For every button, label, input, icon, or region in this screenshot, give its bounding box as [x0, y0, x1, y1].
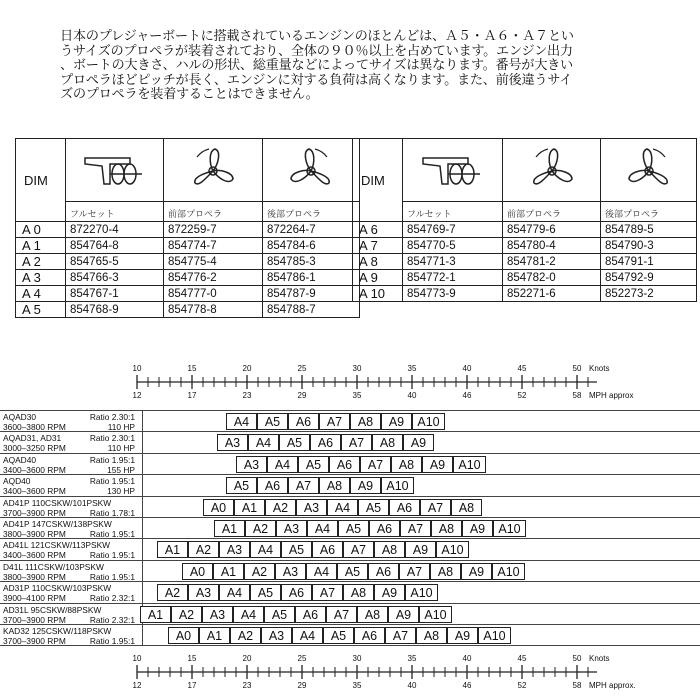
engine-rpm: 3700–3900 RPM	[3, 507, 66, 518]
full-set-part: 854771-3	[403, 254, 503, 270]
engine-model: AQAD31, AD31	[3, 433, 62, 444]
propeller-size-cell: A7	[385, 627, 416, 644]
dim-code: A 4	[16, 286, 66, 302]
row-divider	[142, 411, 143, 432]
propeller-size-cell: A1	[140, 606, 171, 623]
mph-unit-label: MPH approx.	[589, 681, 636, 690]
propeller-size-cell: A6	[389, 499, 420, 516]
table-row	[353, 286, 697, 302]
engine-rpm: 3900–4100 RPM	[3, 593, 66, 604]
propeller-size-cell: A4	[250, 541, 281, 558]
rear-part: 854790-3	[601, 238, 697, 254]
engine-rpm: 3400–3600 RPM	[3, 486, 66, 497]
rear-part: 854784-6	[263, 238, 360, 254]
knots-unit-label: Knots	[589, 654, 610, 663]
propeller-size-cell: A4	[327, 499, 358, 516]
propeller-size-cell: A3	[276, 520, 307, 537]
propeller-size-cell: A2	[265, 499, 296, 516]
propeller-size-cell: A7	[319, 413, 350, 430]
knots-tick-label: 30	[352, 364, 362, 373]
propeller-size-cell: A1	[157, 541, 188, 558]
intro-line: プロペラほどピッチが長く、エンジンに対する負荷は高くなります。また、前後違うサイ	[60, 72, 573, 88]
front-part: 854774-7	[164, 238, 263, 254]
rear-propeller-image	[601, 139, 697, 202]
mph-tick-label: 12	[132, 391, 142, 400]
engine-model: AQAD30	[3, 412, 37, 422]
engine-rpm: 3400–3600 RPM	[3, 550, 66, 561]
propeller-size-cell: A10	[478, 627, 511, 644]
engine-row	[0, 581, 700, 603]
propeller-size-cell: A9	[381, 413, 412, 430]
full-set-part: 854772-1	[403, 270, 503, 286]
propeller-size-cell: A5	[226, 477, 257, 494]
propeller-size-cell: A6	[368, 563, 399, 580]
engine-ratio: Ratio 2.30:1	[89, 433, 135, 444]
rear-part: 854792-9	[601, 270, 697, 286]
propeller-size-cell: A5	[281, 541, 312, 558]
caption-full-set: フルセット	[403, 202, 503, 222]
propeller-size-cell: A5	[250, 584, 281, 601]
engine-spec: 110 HP	[107, 443, 135, 454]
propeller-size-cell: A2	[157, 584, 188, 601]
knots-tick-label: 50	[572, 364, 582, 373]
mph-tick-label: 23	[242, 681, 252, 690]
knots-tick-label: 15	[187, 364, 197, 373]
engine-spec: 110 HP	[107, 422, 135, 432]
mph-tick-label: 46	[462, 681, 472, 690]
propeller-size-cell: A10	[412, 413, 445, 430]
engine-row	[0, 410, 700, 432]
intro-line: 、ボートの大きさ、ハルの形状、総重量などによってサイズは異なります。番号が大きい	[60, 58, 573, 73]
propeller-size-cell: A8	[430, 563, 461, 580]
intro-paragraph	[60, 30, 660, 103]
table-row	[353, 254, 697, 270]
propeller-size-cell: A5	[264, 606, 295, 623]
knots-unit-label: Knots	[589, 364, 610, 373]
front-part: 854775-4	[164, 254, 263, 270]
propeller-size-cell: A4	[307, 520, 338, 537]
knots-tick-label: 25	[297, 654, 307, 663]
engine-label	[3, 562, 138, 582]
engine-model: AQAD40	[3, 454, 37, 465]
full-set-part: 872270-4	[66, 222, 164, 238]
engine-row	[0, 538, 700, 560]
row-divider	[142, 561, 143, 582]
engine-rpm: 3700–3900 RPM	[3, 614, 66, 625]
propeller-size-cell: A4	[292, 627, 323, 644]
table-row	[16, 270, 360, 286]
propeller-size-cell: A6	[312, 541, 343, 558]
front-part: 854779-6	[503, 222, 601, 238]
propeller-size-cell: A8	[431, 520, 462, 537]
engine-spec: Ratio 2.32:1	[89, 614, 135, 625]
front-part: 854777-0	[164, 286, 263, 302]
mph-tick-label: 17	[187, 681, 197, 690]
engine-model: AD41L 121CSKW/113PSKW	[3, 540, 111, 551]
dim-code: A 8	[353, 254, 403, 270]
engine-ratio: Ratio 2.30:1	[89, 412, 135, 422]
knots-tick-label: 10	[132, 654, 142, 663]
rear-part: 854785-3	[263, 254, 360, 270]
mph-tick-label: 35	[352, 681, 362, 690]
engine-spec: Ratio 1.95:1	[89, 529, 135, 539]
row-divider	[142, 582, 143, 603]
table-row	[16, 254, 360, 270]
rear-propeller-image	[263, 139, 360, 202]
propeller-size-cell: A5	[298, 456, 329, 473]
engine-rpm: 3800–3900 RPM	[3, 571, 66, 582]
propeller-size-cell: A8	[319, 477, 350, 494]
knots-tick-label: 35	[407, 364, 417, 373]
intro-line: ズのプロペラを装着することはできません。	[60, 87, 319, 102]
engine-label	[3, 476, 138, 496]
propeller-size-cell: A7	[312, 584, 343, 601]
propeller-size-cell: A3	[296, 499, 327, 516]
propeller-size-cell: A9	[461, 563, 492, 580]
rear-part: 854789-5	[601, 222, 697, 238]
mph-tick-label: 17	[187, 391, 197, 400]
engine-row	[0, 560, 700, 582]
front-part: 854781-2	[503, 254, 601, 270]
engine-label	[3, 519, 138, 539]
dim-code: A 5	[16, 302, 66, 318]
engine-rpm: 3400–3600 RPM	[3, 464, 66, 475]
table-row	[353, 270, 697, 286]
propeller-size-cell: A5	[279, 434, 310, 451]
knots-tick-label: 20	[242, 364, 252, 373]
propeller-size-cell: A0	[203, 499, 234, 516]
duoprop-set-image	[403, 139, 503, 202]
part-number-table-right	[352, 138, 697, 302]
full-set-part: 854766-3	[66, 270, 164, 286]
mph-tick-label: 35	[352, 391, 362, 400]
propeller-size-cell: A5	[338, 520, 369, 537]
engine-rpm: 3700–3900 RPM	[3, 636, 66, 646]
caption-front: 前部プロペラ	[164, 202, 263, 222]
propeller-size-cell: A7	[341, 434, 372, 451]
front-part: 872259-7	[164, 222, 263, 238]
propeller-size-cell: A3	[261, 627, 292, 644]
propeller-size-cell: A2	[230, 627, 261, 644]
dim-code: A 7	[353, 238, 403, 254]
propeller-size-cell: A6	[257, 477, 288, 494]
knots-tick-label: 25	[297, 364, 307, 373]
propeller-size-cell: A9	[374, 584, 405, 601]
propeller-size-cell: A6	[369, 520, 400, 537]
dim-code: A 3	[16, 270, 66, 286]
propeller-size-cell: A10	[453, 456, 486, 473]
front-part: 854776-2	[164, 270, 263, 286]
engine-label	[3, 626, 138, 646]
front-propeller-image	[164, 139, 263, 202]
engine-model: AD41P 147CSKW/138PSKW	[3, 519, 112, 529]
chart-bottom-border	[0, 645, 700, 646]
duoprop-set-image	[66, 139, 164, 202]
engine-row	[0, 603, 700, 625]
engine-row	[0, 517, 700, 539]
speed-scale-top	[0, 362, 700, 408]
engine-label	[3, 433, 138, 453]
engine-spec: Ratio 1.95:1	[89, 636, 135, 646]
front-part: 852271-6	[503, 286, 601, 302]
caption-full-set: フルセット	[66, 202, 164, 222]
rear-part: 854791-1	[601, 254, 697, 270]
propeller-size-cell: A3	[219, 541, 250, 558]
full-set-part: 854769-7	[403, 222, 503, 238]
front-part: 854778-8	[164, 302, 263, 318]
knots-tick-label: 10	[132, 364, 142, 373]
mph-tick-label: 52	[517, 681, 527, 690]
mph-tick-label: 58	[572, 681, 582, 690]
part-number-table-left	[15, 138, 360, 318]
engine-spec: Ratio 2.32:1	[89, 593, 135, 604]
caption-front: 前部プロペラ	[503, 202, 601, 222]
mph-unit-label: MPH approx	[589, 391, 634, 400]
propeller-size-cell: A9	[388, 606, 419, 623]
propeller-size-cell: A6	[354, 627, 385, 644]
propeller-size-cell: A9	[447, 627, 478, 644]
knots-tick-label: 45	[517, 364, 527, 373]
propeller-size-cell: A7	[326, 606, 357, 623]
knots-tick-label: 40	[462, 654, 472, 663]
engine-model: AQD40	[3, 476, 31, 487]
full-set-part: 854767-1	[66, 286, 164, 302]
propeller-size-cell: A5	[358, 499, 389, 516]
propeller-size-cell: A1	[213, 563, 244, 580]
propeller-size-cell: A2	[188, 541, 219, 558]
row-divider	[142, 497, 143, 518]
propeller-size-cell: A5	[337, 563, 368, 580]
propeller-size-cell: A1	[234, 499, 265, 516]
row-divider	[142, 432, 143, 453]
row-divider	[142, 539, 143, 560]
knots-tick-label: 20	[242, 654, 252, 663]
engine-label	[3, 605, 138, 625]
propeller-size-cell: A8	[372, 434, 403, 451]
propeller-size-cell: A4	[306, 563, 337, 580]
engine-rpm: 3800–3900 RPM	[3, 529, 66, 539]
table-row	[16, 222, 360, 238]
caption-rear: 後部プロペラ	[263, 202, 360, 222]
rear-part: 854788-7	[263, 302, 360, 318]
knots-tick-label: 50	[572, 654, 582, 663]
engine-model: AD41P 110CSKW/101PSKW	[3, 497, 112, 508]
propeller-size-cell: A7	[360, 456, 391, 473]
propeller-size-cell: A6	[295, 606, 326, 623]
propeller-size-cell: A4	[226, 413, 257, 430]
knots-tick-label: 30	[352, 654, 362, 663]
dim-code: A 6	[353, 222, 403, 238]
propeller-size-cell: A5	[257, 413, 288, 430]
propeller-size-cell: A8	[374, 541, 405, 558]
row-divider	[142, 625, 143, 646]
row-divider	[142, 475, 143, 496]
engine-label	[3, 498, 138, 518]
engine-row	[0, 431, 700, 453]
engine-rpm: 3000–3250 RPM	[3, 443, 66, 454]
dim-code: A 10	[353, 286, 403, 302]
engine-spec: 130 HP	[107, 486, 135, 497]
propeller-size-cell: A0	[182, 563, 213, 580]
intro-line: 日本のプレジャーボートに搭載されているエンジンのほとんどは、Ａ５・Ａ６・Ａ７とい	[60, 29, 574, 44]
propeller-size-cell: A8	[357, 606, 388, 623]
knots-tick-label: 40	[462, 364, 472, 373]
propeller-size-cell: A9	[350, 477, 381, 494]
propeller-size-cell: A4	[233, 606, 264, 623]
propeller-size-cell: A9	[403, 434, 434, 451]
engine-row	[0, 474, 700, 496]
propeller-size-cell: A9	[405, 541, 436, 558]
propeller-size-cell: A7	[399, 563, 430, 580]
mph-tick-label: 40	[407, 681, 417, 690]
caption-rear: 後部プロペラ	[601, 202, 697, 222]
full-set-part: 854765-5	[66, 254, 164, 270]
propeller-size-cell: A3	[202, 606, 233, 623]
engine-rpm: 3600–3800 RPM	[3, 422, 66, 432]
row-divider	[142, 518, 143, 539]
propeller-size-cell: A8	[350, 413, 381, 430]
rear-part: 852273-2	[601, 286, 697, 302]
propeller-size-cell: A8	[391, 456, 422, 473]
propeller-size-cell: A1	[214, 520, 245, 537]
mph-tick-label: 29	[297, 681, 307, 690]
engine-spec: Ratio 1.95:1	[89, 571, 135, 582]
propeller-size-cell: A9	[422, 456, 453, 473]
propeller-size-cell: A0	[168, 627, 199, 644]
engine-label	[3, 540, 138, 560]
propeller-size-cell: A10	[419, 606, 452, 623]
propeller-size-cell: A10	[436, 541, 469, 558]
propeller-size-cell: A3	[188, 584, 219, 601]
propeller-size-cell: A4	[267, 456, 298, 473]
propeller-size-cell: A7	[343, 541, 374, 558]
propeller-size-cell: A5	[323, 627, 354, 644]
dim-header: DIM	[16, 139, 66, 222]
propeller-size-cell: A8	[416, 627, 447, 644]
engine-model: AD31P 110CSKW/103PSKW	[3, 583, 112, 594]
mph-tick-label: 12	[132, 681, 142, 690]
engine-label	[3, 583, 138, 603]
propeller-size-cell: A2	[244, 563, 275, 580]
engine-label	[3, 455, 138, 475]
mph-tick-label: 23	[242, 391, 252, 400]
engine-spec: Ratio 1.95:1	[89, 550, 135, 561]
full-set-part: 854768-9	[66, 302, 164, 318]
dim-code: A 2	[16, 254, 66, 270]
mph-tick-label: 40	[407, 391, 417, 400]
engine-model: AD31L 95CSKW/88PSKW	[3, 604, 102, 615]
intro-line: うサイズのプロペラが装着されており、全体の９０％以上を占めています。エンジン出力	[60, 43, 573, 59]
dim-code: A 9	[353, 270, 403, 286]
propeller-size-cell: A6	[288, 413, 319, 430]
table-row	[353, 222, 697, 238]
propeller-size-cell: A8	[451, 499, 482, 516]
propeller-size-cell: A3	[217, 434, 248, 451]
front-part: 854782-0	[503, 270, 601, 286]
propeller-size-cell: A3	[236, 456, 267, 473]
dim-code: A 0	[16, 222, 66, 238]
engine-ratio: Ratio 1.95:1	[89, 454, 135, 465]
propeller-size-cell: A1	[199, 627, 230, 644]
knots-tick-label: 45	[517, 654, 527, 663]
propeller-size-cell: A2	[171, 606, 202, 623]
full-set-part: 854764-8	[66, 238, 164, 254]
propeller-size-cell: A7	[420, 499, 451, 516]
engine-spec: Ratio 1.78:1	[89, 507, 135, 518]
propeller-size-cell: A10	[493, 520, 526, 537]
engine-row	[0, 453, 700, 475]
full-set-part: 854770-5	[403, 238, 503, 254]
full-set-part: 854773-9	[403, 286, 503, 302]
propeller-size-cell: A2	[245, 520, 276, 537]
propeller-size-cell: A6	[281, 584, 312, 601]
propeller-size-cell: A6	[329, 456, 360, 473]
propeller-size-cell: A7	[400, 520, 431, 537]
propeller-size-cell: A4	[219, 584, 250, 601]
propeller-size-cell: A10	[405, 584, 438, 601]
front-part: 854780-4	[503, 238, 601, 254]
mph-tick-label: 29	[297, 391, 307, 400]
rear-part: 854786-1	[263, 270, 360, 286]
engine-row	[0, 496, 700, 518]
table-row	[16, 286, 360, 302]
propeller-size-cell: A10	[381, 477, 414, 494]
speed-scale-bottom	[0, 652, 700, 698]
table-row	[16, 238, 360, 254]
engine-label	[3, 412, 138, 432]
propeller-size-cell: A7	[288, 477, 319, 494]
rear-part: 854787-9	[263, 286, 360, 302]
rear-part: 872264-7	[263, 222, 360, 238]
table-row	[353, 238, 697, 254]
engine-model: D41L 111CSKW/103PSKW	[3, 561, 104, 572]
propeller-size-cell: A6	[310, 434, 341, 451]
knots-tick-label: 15	[187, 654, 197, 663]
knots-tick-label: 35	[407, 654, 417, 663]
front-propeller-image	[503, 139, 601, 202]
engine-ratio: Ratio 1.95:1	[89, 476, 135, 487]
engine-row	[0, 624, 700, 646]
propeller-size-cell: A4	[248, 434, 279, 451]
mph-tick-label: 46	[462, 391, 472, 400]
dim-code: A 1	[16, 238, 66, 254]
mph-tick-label: 52	[517, 391, 527, 400]
propeller-size-cell: A9	[462, 520, 493, 537]
engine-model: KAD32 125CSKW/118PSKW	[3, 626, 112, 636]
table-row	[16, 302, 360, 318]
propeller-size-cell: A3	[275, 563, 306, 580]
engine-spec: 155 HP	[107, 464, 135, 475]
dim-header: DIM	[353, 139, 403, 222]
mph-tick-label: 58	[572, 391, 582, 400]
row-divider	[142, 454, 143, 475]
propeller-size-cell: A8	[343, 584, 374, 601]
propeller-size-cell: A10	[492, 563, 525, 580]
